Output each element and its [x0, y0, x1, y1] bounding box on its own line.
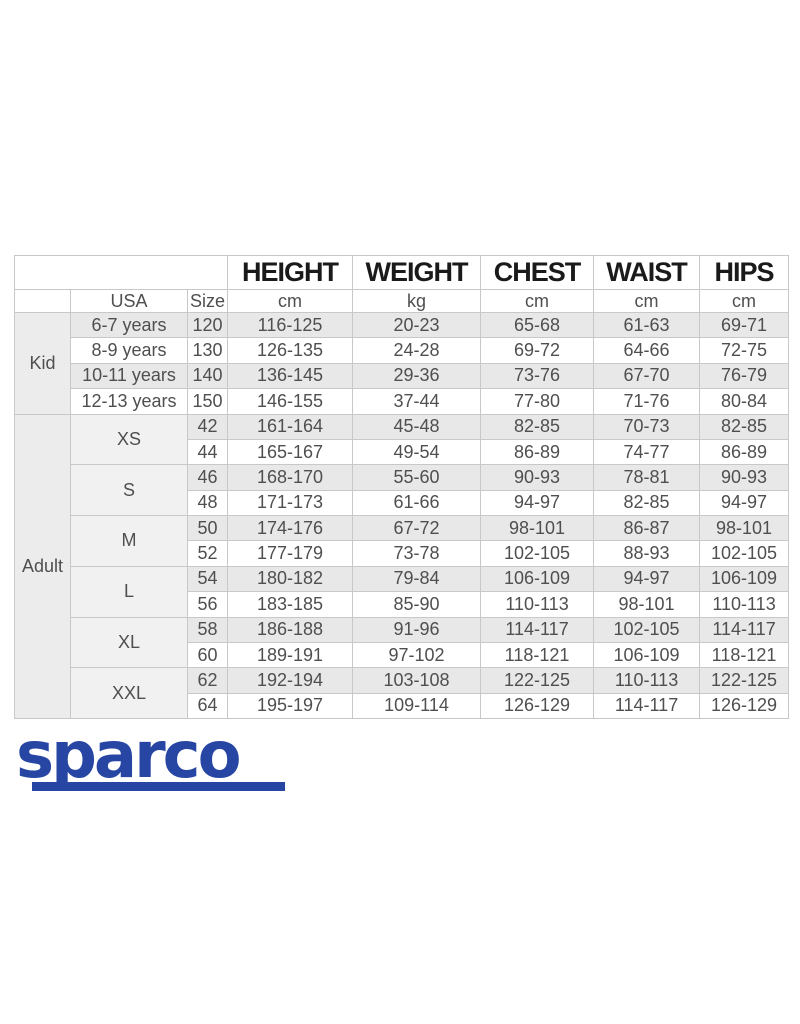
hips-cell: 110-113: [700, 592, 789, 617]
weight-cell: 55-60: [353, 465, 481, 490]
col-header-hips: HIPS: [700, 256, 789, 290]
chest-cell: 118-121: [481, 642, 594, 667]
height-cell: 177-179: [228, 541, 353, 566]
size-cell: 44: [188, 439, 228, 464]
chest-cell: 77-80: [481, 389, 594, 414]
height-cell: 174-176: [228, 516, 353, 541]
height-cell: 195-197: [228, 693, 353, 718]
chest-cell: 73-76: [481, 363, 594, 388]
table-row: [15, 313, 789, 338]
weight-cell: 37-44: [353, 389, 481, 414]
col-header-waist: WAIST: [594, 256, 700, 290]
height-cell: 189-191: [228, 642, 353, 667]
hips-cell: 94-97: [700, 490, 789, 515]
hips-cell: 102-105: [700, 541, 789, 566]
hips-cell: 69-71: [700, 313, 789, 338]
usa-cell: 8-9 years: [71, 338, 188, 363]
waist-cell: 61-63: [594, 313, 700, 338]
waist-cell: 70-73: [594, 414, 700, 439]
size-cell: 64: [188, 693, 228, 718]
usa-cell: 6-7 years: [71, 313, 188, 338]
subheader-size: Size: [188, 290, 228, 313]
size-cell: 56: [188, 592, 228, 617]
size-label-l: L: [71, 566, 188, 617]
hips-cell: 76-79: [700, 363, 789, 388]
table-row: [15, 389, 789, 414]
chest-cell: 98-101: [481, 516, 594, 541]
chest-cell: 90-93: [481, 465, 594, 490]
weight-cell: 45-48: [353, 414, 481, 439]
group-cell-adult: Adult: [15, 414, 71, 719]
size-cell: 150: [188, 389, 228, 414]
unit-waist-cm: cm: [594, 290, 700, 313]
size-label-s: S: [71, 465, 188, 516]
chest-cell: 82-85: [481, 414, 594, 439]
height-cell: 183-185: [228, 592, 353, 617]
hips-cell: 82-85: [700, 414, 789, 439]
chest-cell: 86-89: [481, 439, 594, 464]
size-cell: 62: [188, 668, 228, 693]
subheader-usa: USA: [71, 290, 188, 313]
weight-cell: 91-96: [353, 617, 481, 642]
usa-cell: 12-13 years: [71, 389, 188, 414]
weight-cell: 49-54: [353, 439, 481, 464]
waist-cell: 64-66: [594, 338, 700, 363]
hips-cell: 90-93: [700, 465, 789, 490]
unit-chest-cm: cm: [481, 290, 594, 313]
table-row: [15, 566, 789, 591]
table-row: [15, 465, 789, 490]
weight-cell: 61-66: [353, 490, 481, 515]
waist-cell: 106-109: [594, 642, 700, 667]
size-cell: 46: [188, 465, 228, 490]
height-cell: 186-188: [228, 617, 353, 642]
chest-cell: 65-68: [481, 313, 594, 338]
weight-cell: 24-28: [353, 338, 481, 363]
sub-header-row: [15, 290, 789, 313]
hips-cell: 106-109: [700, 566, 789, 591]
waist-cell: 78-81: [594, 465, 700, 490]
height-cell: 146-155: [228, 389, 353, 414]
unit-hips-cm: cm: [700, 290, 789, 313]
main-header-row: [15, 256, 789, 290]
waist-cell: 74-77: [594, 439, 700, 464]
size-cell: 52: [188, 541, 228, 566]
unit-weight-kg: kg: [353, 290, 481, 313]
hips-cell: 86-89: [700, 439, 789, 464]
waist-cell: 88-93: [594, 541, 700, 566]
height-cell: 136-145: [228, 363, 353, 388]
chest-cell: 126-129: [481, 693, 594, 718]
col-header-weight: WEIGHT: [353, 256, 481, 290]
table-row: [15, 414, 789, 439]
height-cell: 168-170: [228, 465, 353, 490]
chest-cell: 110-113: [481, 592, 594, 617]
size-cell: 60: [188, 642, 228, 667]
sparco-logo: [16, 719, 285, 793]
table-row: [15, 617, 789, 642]
weight-cell: 79-84: [353, 566, 481, 591]
height-cell: 165-167: [228, 439, 353, 464]
waist-cell: 67-70: [594, 363, 700, 388]
weight-cell: 20-23: [353, 313, 481, 338]
hips-cell: 80-84: [700, 389, 789, 414]
table-row: [15, 338, 789, 363]
waist-cell: 110-113: [594, 668, 700, 693]
weight-cell: 29-36: [353, 363, 481, 388]
height-cell: 171-173: [228, 490, 353, 515]
height-cell: 192-194: [228, 668, 353, 693]
height-cell: 161-164: [228, 414, 353, 439]
weight-cell: 97-102: [353, 642, 481, 667]
waist-cell: 82-85: [594, 490, 700, 515]
size-chart-table: [14, 255, 789, 719]
height-cell: 180-182: [228, 566, 353, 591]
chest-cell: 106-109: [481, 566, 594, 591]
size-cell: 48: [188, 490, 228, 515]
size-cell: 42: [188, 414, 228, 439]
blank-header-cell: [15, 256, 228, 290]
hips-cell: 118-121: [700, 642, 789, 667]
size-label-xl: XL: [71, 617, 188, 668]
table-row: [15, 668, 789, 693]
chest-cell: 114-117: [481, 617, 594, 642]
size-cell: 140: [188, 363, 228, 388]
group-cell-kid: Kid: [15, 313, 71, 415]
weight-cell: 103-108: [353, 668, 481, 693]
hips-cell: 72-75: [700, 338, 789, 363]
hips-cell: 122-125: [700, 668, 789, 693]
chest-cell: 69-72: [481, 338, 594, 363]
size-label-m: M: [71, 516, 188, 567]
usa-cell: 10-11 years: [71, 363, 188, 388]
hips-cell: 114-117: [700, 617, 789, 642]
size-label-xxl: XXL: [71, 668, 188, 719]
size-cell: 130: [188, 338, 228, 363]
col-header-chest: CHEST: [481, 256, 594, 290]
waist-cell: 98-101: [594, 592, 700, 617]
sparco-logo-text: sparco: [16, 719, 239, 793]
hips-cell: 98-101: [700, 516, 789, 541]
waist-cell: 86-87: [594, 516, 700, 541]
chest-cell: 102-105: [481, 541, 594, 566]
height-cell: 116-125: [228, 313, 353, 338]
chest-cell: 94-97: [481, 490, 594, 515]
table-row: [15, 516, 789, 541]
size-label-xs: XS: [71, 414, 188, 465]
col-header-height: HEIGHT: [228, 256, 353, 290]
height-cell: 126-135: [228, 338, 353, 363]
size-cell: 120: [188, 313, 228, 338]
weight-cell: 67-72: [353, 516, 481, 541]
unit-height-cm: cm: [228, 290, 353, 313]
chest-cell: 122-125: [481, 668, 594, 693]
waist-cell: 114-117: [594, 693, 700, 718]
waist-cell: 102-105: [594, 617, 700, 642]
weight-cell: 85-90: [353, 592, 481, 617]
waist-cell: 94-97: [594, 566, 700, 591]
weight-cell: 109-114: [353, 693, 481, 718]
size-cell: 54: [188, 566, 228, 591]
waist-cell: 71-76: [594, 389, 700, 414]
table-row: [15, 363, 789, 388]
hips-cell: 126-129: [700, 693, 789, 718]
weight-cell: 73-78: [353, 541, 481, 566]
size-cell: 50: [188, 516, 228, 541]
size-cell: 58: [188, 617, 228, 642]
blank-cell: [15, 290, 71, 313]
